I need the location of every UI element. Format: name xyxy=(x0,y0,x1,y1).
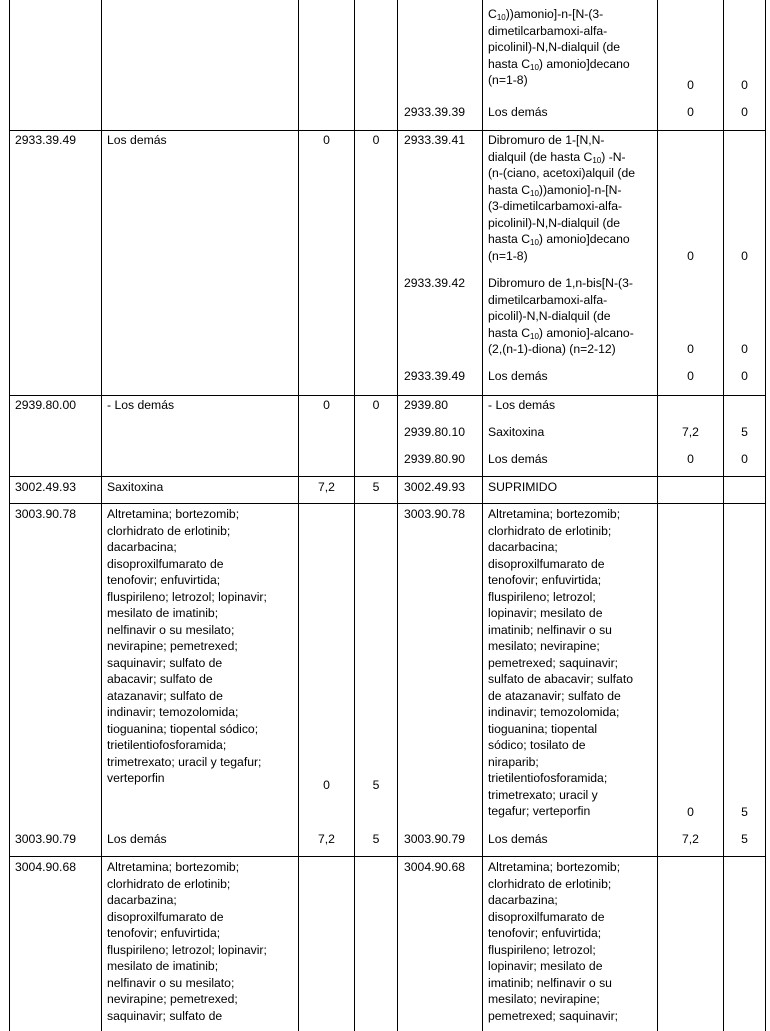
r3-old-v1: 0 xyxy=(323,398,330,412)
r2-item-line: (n=1-8) xyxy=(488,248,528,263)
r6-new-line: pemetrexed; saquinavir; xyxy=(488,1008,619,1023)
r4-old-v1: 7,2 xyxy=(318,480,335,494)
r2-item-line: Dibromuro de 1,n-bis[N-(3- xyxy=(488,276,633,290)
r5-new-line: mesilato; nevirapine; xyxy=(488,639,600,653)
r5-new-line: clorhidrato de erlotinib; xyxy=(488,523,612,538)
r5-new-line: lopinavir; mesilato de xyxy=(488,606,603,620)
r5-new-line: sulfato de abacavir; sulfato xyxy=(488,672,633,686)
r4-old-v2: 5 xyxy=(372,480,380,494)
r1-value-1: 0 xyxy=(687,78,694,92)
r5-old-line: tioguanina; tiopental sódico; xyxy=(107,721,259,736)
r3-item-code: 2939.80.10 xyxy=(404,425,465,439)
r1-desc-line: dimetilcarbamoxi-alfa- xyxy=(488,23,608,38)
r5-old-v1: 0 xyxy=(323,778,330,792)
r5-new-line: sódico; tosilato de xyxy=(488,738,586,752)
r6-old-line: nevirapine; pemetrexed; xyxy=(107,992,238,1006)
r2-item-code: 2933.39.49 xyxy=(404,369,465,383)
r5-old-line: dacarbacina; xyxy=(107,540,177,554)
r5-old-line: trimetrexato; uracil y tegafur; xyxy=(107,754,262,769)
r2-item-v1: 0 xyxy=(687,248,694,263)
r2-item-v1: 0 xyxy=(687,342,694,356)
r5-old-line: fluspirileno; letrozol; lopinavir; xyxy=(107,589,267,604)
r6-new-line: clorhidrato de erlotinib; xyxy=(488,876,612,891)
r6-old-line: dacarbazina; xyxy=(107,893,177,907)
r2-old-v1: 0 xyxy=(323,133,330,147)
r1-sub-desc: Los demás xyxy=(488,105,548,119)
r2-item-v2: 0 xyxy=(741,342,748,356)
r4-old-desc: Saxitoxina xyxy=(107,480,164,494)
r5-old-line: mesilato de imatinib; xyxy=(107,606,219,620)
r5-new-line: trietilentiofosforamida; xyxy=(488,771,608,785)
r5-old-line: nelfinavir o su mesilato; xyxy=(107,622,235,637)
r2-item-v2: 0 xyxy=(741,369,748,383)
r5-new-line: tioguanina; tiopental xyxy=(488,721,598,736)
r6-new-line: fluspirileno; letrozol; xyxy=(488,942,596,957)
r5-new-line: trimetrexato; uracil y xyxy=(488,787,598,802)
r5-new2-v1: 7,2 xyxy=(682,832,699,846)
r5-new-line: indinavir; temozolomida; xyxy=(488,705,620,719)
r6-old-line: nelfinavir o su mesilato; xyxy=(107,975,235,990)
r2-item-line: picolil)-N,N-dialquil (de xyxy=(488,309,611,323)
r2-item-line: hasta $C_{10}))amonio]-n-[N-$ xyxy=(488,182,622,198)
r5-old-v2: 5 xyxy=(372,778,380,792)
r5-new-line: dacarbacina; xyxy=(488,540,558,554)
r6-old-line: saquinavir; sulfato de xyxy=(107,1008,223,1023)
r2-item-line: hasta $C_{10}$) amonio]-alcano- xyxy=(488,325,634,341)
r6-new-line: tenofovir; enfuvirtida; xyxy=(488,926,602,940)
r6-new-line: imatinib; nelfinavir o su xyxy=(488,975,612,990)
r5-new-line: disoproxilfumarato de xyxy=(488,556,605,571)
r2-old-v2: 0 xyxy=(372,133,380,147)
r1-desc-line: (n=1-8) xyxy=(488,73,528,87)
r5-old-line: tenofovir; enfuvirtida; xyxy=(107,573,221,587)
r6-old-line: fluspirileno; letrozol; lopinavir; xyxy=(107,942,267,957)
r5-new-line: niraparib; xyxy=(488,754,539,769)
r5-new-v2: 5 xyxy=(741,805,748,819)
r5-new2-desc: Los demás xyxy=(488,832,548,846)
r5-old-line: nevirapine; pemetrexed; xyxy=(107,639,238,653)
r2-item-line: Los demás xyxy=(488,369,548,383)
r5-new-line: tegafur; verteporfin xyxy=(488,804,591,818)
r2-item-code: 2933.39.42 xyxy=(404,276,465,290)
r5-old-line: trietilentiofosforamida; xyxy=(107,738,227,752)
r5-old2-desc: Los demás xyxy=(107,832,167,846)
r3-item-code: 2939.80.90 xyxy=(404,452,465,466)
r5-new2-code: 3003.90.79 xyxy=(404,832,465,846)
r5-new-line: imatinib; nelfinavir o su xyxy=(488,622,612,637)
r1-desc-line: $C_{10}))amonio]-n-[N-(3-$ xyxy=(488,7,604,22)
r1-desc-line: picolinil)-N,N-dialquil (de xyxy=(488,40,621,54)
r5-new-line: tenofovir; enfuvirtida; xyxy=(488,573,602,587)
r5-old-line: disoproxilfumarato de xyxy=(107,556,224,571)
r2-item-code: 2933.39.41 xyxy=(404,133,465,147)
r4-new-desc: SUPRIMIDO xyxy=(488,480,558,494)
r6-new-line: disoproxilfumarato de xyxy=(488,909,605,924)
r5-new-line: de atazanavir; sulfato de xyxy=(488,688,621,703)
r2-item-line: picolinil)-N,N-dialquil (de xyxy=(488,215,621,230)
r2-item-line: (3-dimetilcarbamoxi-alfa- xyxy=(488,199,623,213)
r6-new-line: dacarbazina; xyxy=(488,893,558,907)
r1-value-2: 0 xyxy=(741,78,748,92)
r1-sub-v1: 0 xyxy=(687,105,694,119)
r6-old-code: 3004.90.68 xyxy=(15,860,76,874)
r6-old-line: clorhidrato de erlotinib; xyxy=(107,876,231,891)
r6-old-line: tenofovir; enfuvirtida; xyxy=(107,926,221,940)
r2-item-line: hasta $C_{10}$) amonio]decano xyxy=(488,232,630,247)
r2-old-desc: Los demás xyxy=(107,133,167,147)
r5-old-code: 3003.90.78 xyxy=(15,507,76,521)
r5-old2-v1: 7,2 xyxy=(318,832,335,846)
r3-old-code: 2939.80.00 xyxy=(15,398,76,412)
r1-sub-code: 2933.39.39 xyxy=(404,105,465,119)
r5-old-line: clorhidrato de erlotinib; xyxy=(107,523,231,538)
r5-new-line: Altretamina; bortezomib; xyxy=(488,507,621,521)
r6-old-line: disoproxilfumarato de xyxy=(107,909,224,924)
r5-old-line: verteporfin xyxy=(107,771,165,785)
r3-item-v2: 5 xyxy=(741,425,748,439)
r5-old-line: indinavir; temozolomida; xyxy=(107,705,239,719)
r3-old-desc: - Los demás xyxy=(107,398,175,412)
r2-item-line: (n-(ciano, acetoxi)alquil (de xyxy=(488,166,635,180)
r5-old-line: saquinavir; sulfato de xyxy=(107,655,223,670)
r3-item-desc: Los demás xyxy=(488,452,548,466)
r5-new-code: 3003.90.78 xyxy=(404,507,465,521)
r6-new-line: lopinavir; mesilato de xyxy=(488,959,603,973)
r5-old-line: abacavir; sulfato de xyxy=(107,672,213,686)
r1-desc-line: hasta $C_{10}$) amonio]decano xyxy=(488,56,630,72)
r5-old2-code: 3003.90.79 xyxy=(15,832,76,846)
r5-old-line: atazanavir; sulfato de xyxy=(107,688,223,703)
r5-old-line: Altretamina; bortezomib; xyxy=(107,507,240,521)
r2-item-line: Dibromuro de 1-[N,N- xyxy=(488,133,605,147)
r4-new-code: 3002.49.93 xyxy=(404,480,465,494)
r3-head-desc: - Los demás xyxy=(488,398,556,412)
r4-old-code: 3002.49.93 xyxy=(15,480,76,494)
r3-item-v1: 7,2 xyxy=(682,425,699,439)
r2-item-line: (2,(n-1)-diona) (n=2-12) xyxy=(488,342,616,356)
r6-old-line: mesilato de imatinib; xyxy=(107,959,219,973)
r1-sub-v2: 0 xyxy=(741,105,748,119)
r6-new-line: Altretamina; bortezomib; xyxy=(488,860,621,874)
r3-old-v2: 0 xyxy=(372,398,380,412)
r2-item-v2: 0 xyxy=(741,248,748,263)
r5-new-line: fluspirileno; letrozol; xyxy=(488,589,596,604)
r2-item-line: dialquil (de hasta $C_{10}$) -N- xyxy=(488,149,626,165)
r2-item-v1: 0 xyxy=(687,369,694,383)
r3-item-desc: Saxitoxina xyxy=(488,425,545,439)
r3-item-v1: 0 xyxy=(687,452,694,466)
r5-new2-v2: 5 xyxy=(741,832,748,846)
r5-old2-v2: 5 xyxy=(372,832,380,846)
r6-new-code: 3004.90.68 xyxy=(404,860,465,874)
r5-new-v1: 0 xyxy=(687,805,694,819)
r3-item-v2: 0 xyxy=(741,452,748,466)
r6-old-line: Altretamina; bortezomib; xyxy=(107,860,240,874)
r6-new-line: mesilato; nevirapine; xyxy=(488,992,600,1006)
r3-head-code: 2939.80 xyxy=(404,398,449,412)
r2-old-code: 2933.39.49 xyxy=(15,133,76,147)
r5-new-line: pemetrexed; saquinavir; xyxy=(488,655,619,670)
r2-item-line: dimetilcarbamoxi-alfa- xyxy=(488,292,608,307)
